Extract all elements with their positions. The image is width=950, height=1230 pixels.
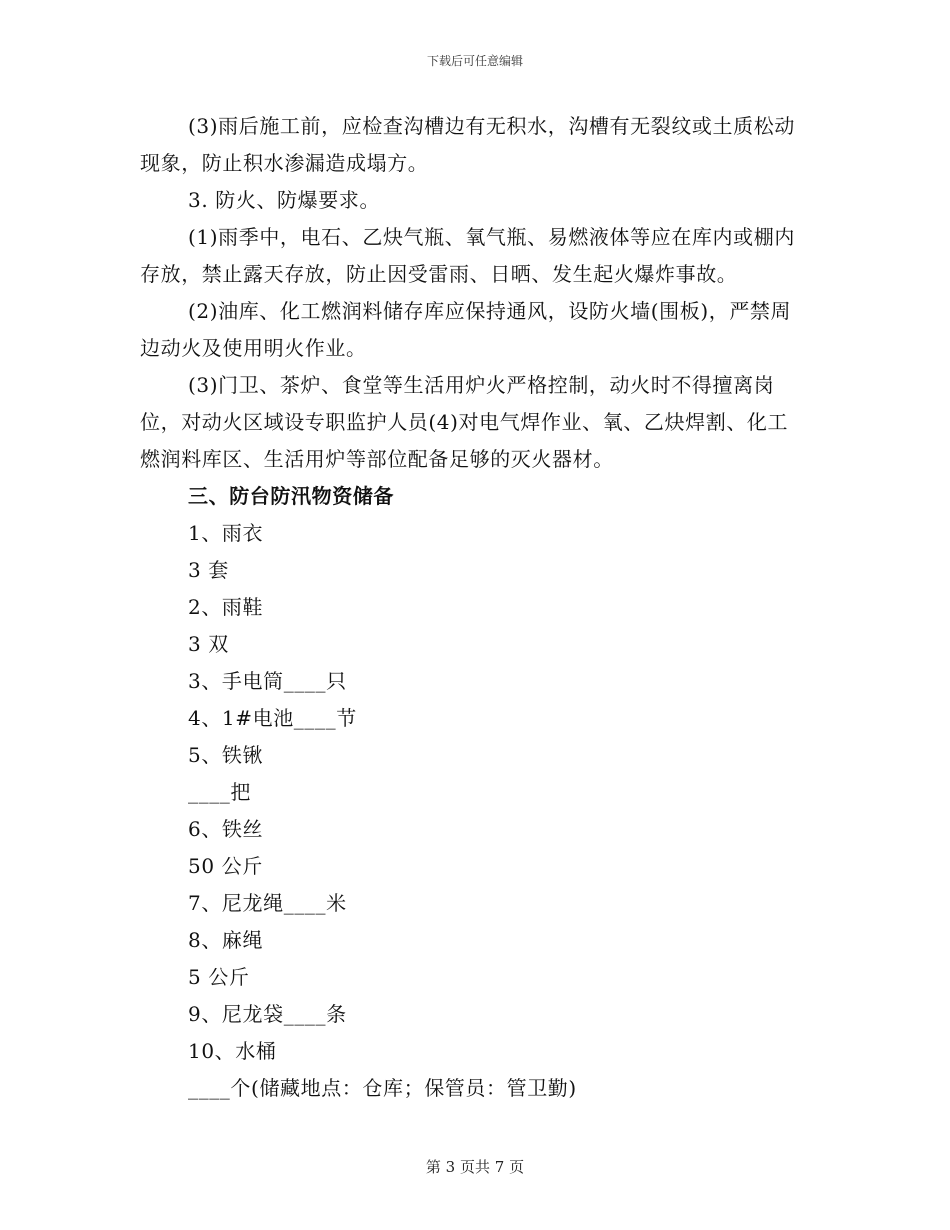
section-title: 三、防台防汛物资储备 bbox=[188, 484, 394, 508]
paragraph-fire-control: (3)门卫、茶炉、食堂等生活用炉火严格控制，动火时不得擅离岗位，对动火区域设专职监护人员(4)对电气焊作业、氧、乙炔焊割、化工燃润料库区、生活用炉等部位配备足够的灭火器材。 bbox=[140, 373, 789, 471]
list-item: 3 套 bbox=[188, 558, 229, 582]
list-item: 5 公斤 bbox=[188, 965, 250, 989]
list-item: ____个(储藏地点：仓库；保管员：管卫勤) bbox=[188, 1076, 577, 1100]
list-item: ____把 bbox=[188, 780, 251, 804]
list-item: 9、尼龙袋____条 bbox=[188, 1002, 347, 1026]
page-number: 第 3 页共 7 页 bbox=[425, 1158, 525, 1176]
paragraph-rain-inspection: (3)雨后施工前，应检查沟槽边有无积水，沟槽有无裂纹或土质松动现象，防止积水渗漏造成塌方。 bbox=[140, 114, 795, 175]
list-item: 7、尼龙绳____米 bbox=[188, 891, 347, 915]
paragraph-fire-heading: 3. 防火、防爆要求。 bbox=[188, 188, 381, 212]
list-item: 2、雨鞋 bbox=[188, 595, 264, 619]
list-item: 5、铁锹 bbox=[188, 743, 264, 767]
document-body bbox=[140, 108, 808, 1107]
list-item: 3 双 bbox=[188, 632, 229, 656]
list-item: 3、手电筒____只 bbox=[188, 669, 347, 693]
list-item: 50 公斤 bbox=[188, 854, 263, 878]
list-item: 8、麻绳 bbox=[188, 928, 264, 952]
paragraph-oil-depot: (2)油库、化工燃润料储存库应保持通风，设防火墙(围板)，严禁周边动火及使用明火作业。 bbox=[140, 299, 792, 360]
list-item: 4、1#电池____节 bbox=[188, 706, 357, 730]
list-item: 6、铁丝 bbox=[188, 817, 264, 841]
list-item: 1、雨衣 bbox=[188, 521, 264, 545]
list-item: 10、水桶 bbox=[188, 1039, 277, 1063]
paragraph-fire-storage: (1)雨季中，电石、乙炔气瓶、氧气瓶、易燃液体等应在库内或棚内存放，禁止露天存放，防止因受雷雨、日晒、发生起火爆炸事故。 bbox=[140, 225, 795, 286]
page-header: 下载后可任意编辑 bbox=[426, 54, 523, 68]
